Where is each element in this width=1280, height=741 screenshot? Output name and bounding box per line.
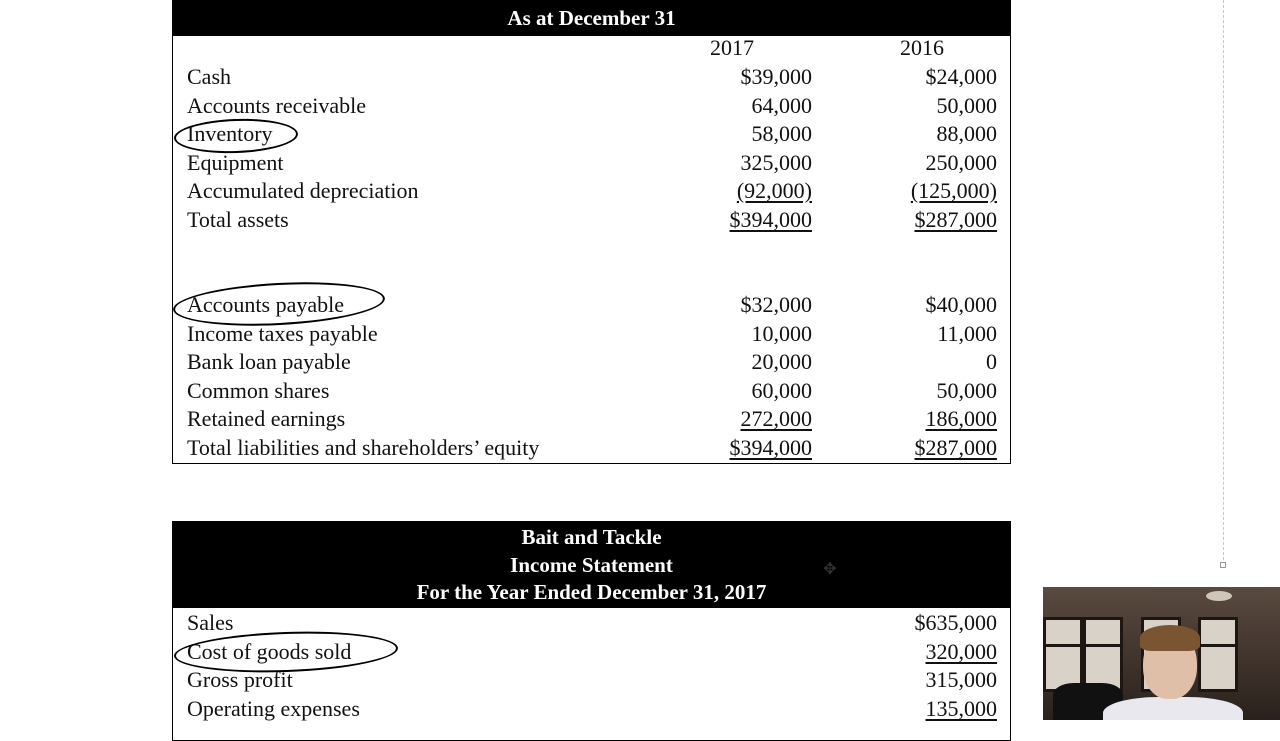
balance-row xyxy=(173,177,1010,205)
balance-sheet-date-line: As at December 31 xyxy=(507,6,676,30)
presenter-shirt xyxy=(1103,697,1243,720)
row-label: Common shares xyxy=(187,378,330,403)
value-2017: $394,000 xyxy=(729,435,812,460)
balance-row xyxy=(173,405,1010,433)
value-2016: $287,000 xyxy=(914,207,997,232)
value-2016: $40,000 xyxy=(925,292,997,317)
presenter-webcam xyxy=(1043,587,1280,720)
company-name: Bait and Tackle xyxy=(521,525,662,549)
row-label: Bank loan payable xyxy=(187,349,351,374)
row-label: Equipment xyxy=(187,150,284,175)
balance-sheet-table xyxy=(172,0,1011,464)
value-2017: 10,000 xyxy=(751,321,812,346)
income-row xyxy=(173,695,1010,723)
row-label: Income taxes payable xyxy=(187,321,378,346)
webcam-window xyxy=(1083,617,1123,692)
row-label: Operating expenses xyxy=(187,696,360,721)
balance-row xyxy=(173,320,1010,348)
webcam-window xyxy=(1043,617,1083,692)
balance-row xyxy=(173,63,1010,91)
row-label: Cash xyxy=(187,64,231,89)
value-2016: (125,000) xyxy=(910,178,997,203)
row-label: Inventory xyxy=(187,121,273,146)
row-label: Total liabilities and shareholders’ equity xyxy=(187,435,540,460)
value-2016: 50,000 xyxy=(936,93,997,118)
column-header-2017: 2017 xyxy=(710,35,754,60)
balance-row xyxy=(173,377,1010,405)
statement-period: For the Year Ended December 31, 2017 xyxy=(416,580,767,604)
row-label: Accumulated depreciation xyxy=(187,178,419,203)
row-value: 320,000 xyxy=(925,639,997,664)
value-2016: 11,000 xyxy=(937,321,997,346)
value-2016: 50,000 xyxy=(936,378,997,403)
webcam-window xyxy=(1198,617,1238,692)
value-2016: 186,000 xyxy=(925,406,997,431)
value-2017: $394,000 xyxy=(729,207,812,232)
balance-sheet-column-headers xyxy=(173,34,1010,62)
row-value: 315,000 xyxy=(925,667,997,692)
row-label: Accounts receivable xyxy=(187,93,366,118)
value-2017: 60,000 xyxy=(751,378,812,403)
balance-row xyxy=(173,120,1010,148)
value-2017: 64,000 xyxy=(751,93,812,118)
value-2017: 272,000 xyxy=(740,406,812,431)
row-value: 135,000 xyxy=(925,696,997,721)
value-2016: $24,000 xyxy=(925,64,997,89)
balance-row-total xyxy=(173,206,1010,234)
row-label: Retained earnings xyxy=(187,406,346,431)
presenter-hair xyxy=(1140,625,1200,651)
value-2016: 88,000 xyxy=(936,121,997,146)
row-label: Accounts payable xyxy=(187,292,344,317)
value-2017: 58,000 xyxy=(751,121,812,146)
resize-handle[interactable] xyxy=(1220,562,1226,568)
value-2016: 250,000 xyxy=(925,150,997,175)
income-statement-header xyxy=(173,522,1010,608)
row-label: Cost of goods sold xyxy=(187,639,352,664)
row-value: $635,000 xyxy=(914,610,997,635)
value-2017: $32,000 xyxy=(740,292,812,317)
value-2016: 0 xyxy=(986,349,997,374)
balance-row xyxy=(173,149,1010,177)
ceiling-light xyxy=(1206,591,1232,601)
move-cursor-icon: ✥ xyxy=(823,559,837,578)
page-margin-guide xyxy=(1223,0,1224,565)
value-2017: $39,000 xyxy=(740,64,812,89)
value-2017: 325,000 xyxy=(740,150,812,175)
balance-row xyxy=(173,92,1010,120)
balance-row-total xyxy=(173,434,1010,462)
balance-sheet-header xyxy=(173,0,1010,36)
balance-row xyxy=(173,348,1010,376)
row-label: Total assets xyxy=(187,207,289,232)
value-2017: 20,000 xyxy=(751,349,812,374)
value-2017: (92,000) xyxy=(736,178,812,203)
statement-title: Income Statement xyxy=(510,552,673,577)
value-2016: $287,000 xyxy=(914,435,997,460)
column-header-2016: 2016 xyxy=(900,35,944,60)
row-label: Sales xyxy=(187,610,234,635)
row-label: Gross profit xyxy=(187,667,293,692)
